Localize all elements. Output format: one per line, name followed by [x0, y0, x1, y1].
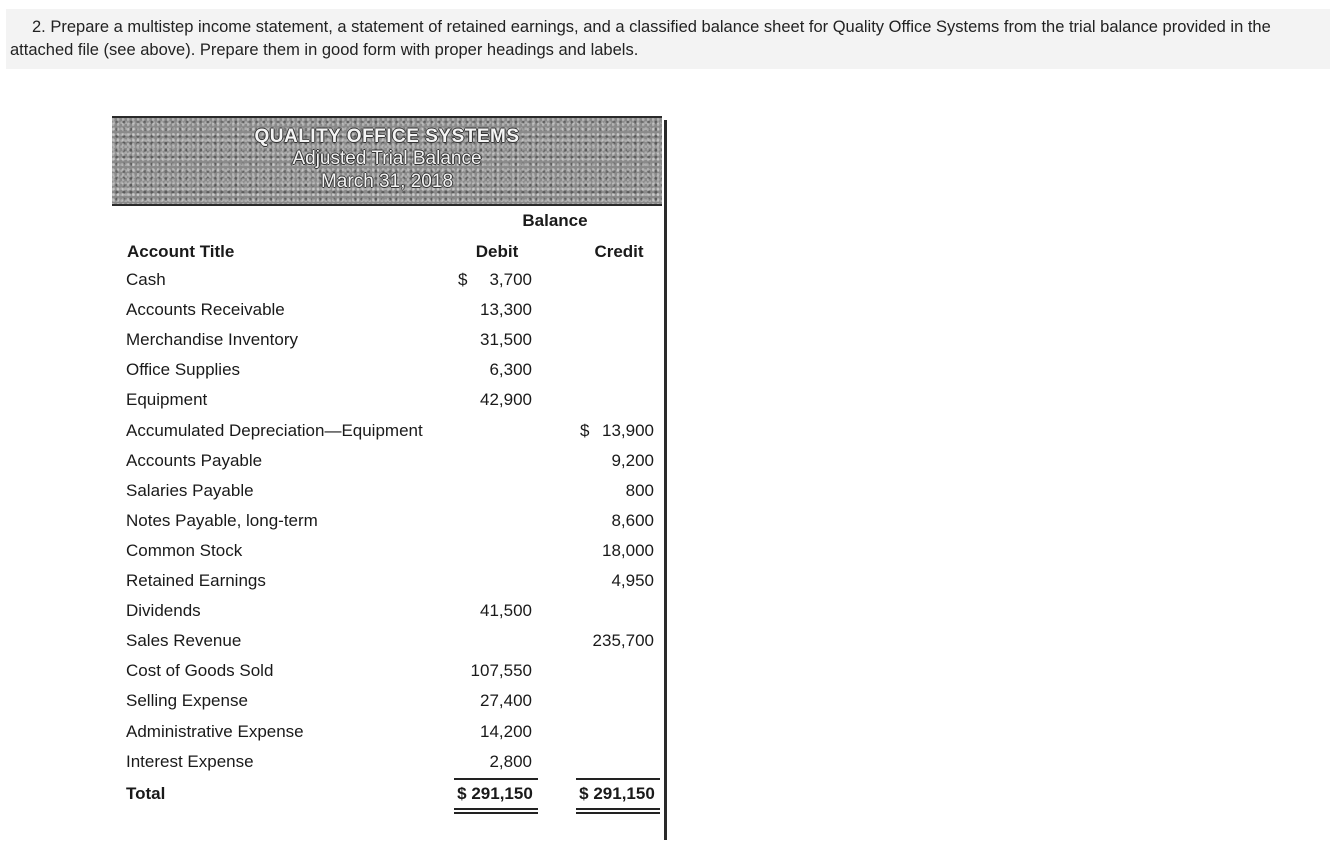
account-row [112, 300, 664, 330]
trial-balance-header [112, 116, 662, 206]
credit-amount: 13,900 [602, 420, 654, 440]
account-title: Dividends [126, 601, 201, 621]
right-border-rule [664, 120, 667, 840]
credit-amount: 18,000 [602, 540, 654, 560]
account-title: Retained Earnings [126, 571, 266, 590]
account-title: Accounts Payable [126, 450, 263, 470]
credit-amount: 9,200 [611, 450, 654, 470]
debit-amount: 14,200 [480, 721, 532, 741]
account-row [112, 631, 664, 661]
debit-currency-symbol: $ [458, 270, 468, 289]
account-row [112, 511, 664, 541]
account-title: Cash [126, 270, 166, 289]
debit-amount: 3,700 [489, 270, 532, 289]
debit-total-rule [454, 778, 538, 780]
account-title: Selling Expense [126, 691, 248, 711]
account-title: Equipment [126, 390, 208, 410]
account-row [112, 661, 664, 691]
debit-double-rule [454, 808, 538, 814]
account-row [112, 330, 664, 360]
balance-column-group-label: Balance [522, 211, 588, 230]
account-title: Merchandise Inventory [126, 330, 298, 350]
account-row [112, 270, 664, 300]
total-debit: $ 291,150 [457, 784, 533, 803]
statement-date: March 31, 2018 [320, 171, 454, 192]
credit-amount: 8,600 [611, 510, 654, 530]
credit-currency-symbol: $ [580, 420, 590, 440]
account-row [112, 571, 664, 601]
account-title: Salaries Payable [126, 480, 254, 500]
statement-name: Adjusted Trial Balance [292, 148, 482, 169]
account-row [112, 691, 664, 721]
debit-header: Debit [475, 242, 519, 261]
credit-double-rule [576, 808, 660, 814]
account-title-header: Account Title [127, 242, 235, 261]
debit-amount: 27,400 [480, 691, 532, 711]
debit-amount: 2,800 [489, 751, 532, 771]
question-prompt [6, 9, 1330, 69]
debit-amount: 107,550 [470, 661, 532, 681]
account-row [112, 451, 664, 481]
debit-amount: 41,500 [480, 601, 532, 621]
debit-amount: 6,300 [489, 360, 532, 380]
credit-amount: 800 [625, 480, 654, 500]
credit-amount: 235,700 [592, 631, 654, 651]
account-row [112, 481, 664, 511]
company-name: QUALITY OFFICE SYSTEMS [254, 126, 520, 147]
account-row [112, 360, 664, 390]
trial-balance-image [112, 116, 668, 842]
account-title: Sales Revenue [126, 631, 242, 651]
credit-amount: 4,950 [611, 571, 654, 590]
credit-total-rule [576, 778, 660, 780]
account-row [112, 390, 664, 420]
account-row [112, 601, 664, 631]
account-title: Office Supplies [126, 360, 241, 380]
account-title: Accumulated Depreciation—Equipment [126, 420, 423, 440]
total-credit: $ 291,150 [579, 784, 655, 803]
debit-amount: 42,900 [480, 390, 532, 410]
account-row [112, 722, 664, 752]
total-label: Total [126, 784, 166, 803]
account-row [112, 541, 664, 571]
account-row [112, 421, 664, 451]
question-text: 2. Prepare a multistep income statement, a statement of retained earnings, and a classified balance sheet for Quality Office Systems from the trial balance provided in the attached file (see above). Prepare them in good form with proper headings and labels. [10, 18, 1271, 59]
debit-amount: 13,300 [480, 300, 532, 320]
account-title: Administrative Expense [126, 721, 304, 741]
account-title: Common Stock [126, 540, 243, 560]
credit-header: Credit [594, 242, 644, 261]
debit-amount: 31,500 [480, 330, 532, 350]
account-title: Accounts Receivable [126, 300, 285, 320]
account-title: Interest Expense [126, 751, 254, 771]
account-title: Notes Payable, long-term [126, 510, 318, 530]
account-title: Cost of Goods Sold [126, 661, 274, 681]
